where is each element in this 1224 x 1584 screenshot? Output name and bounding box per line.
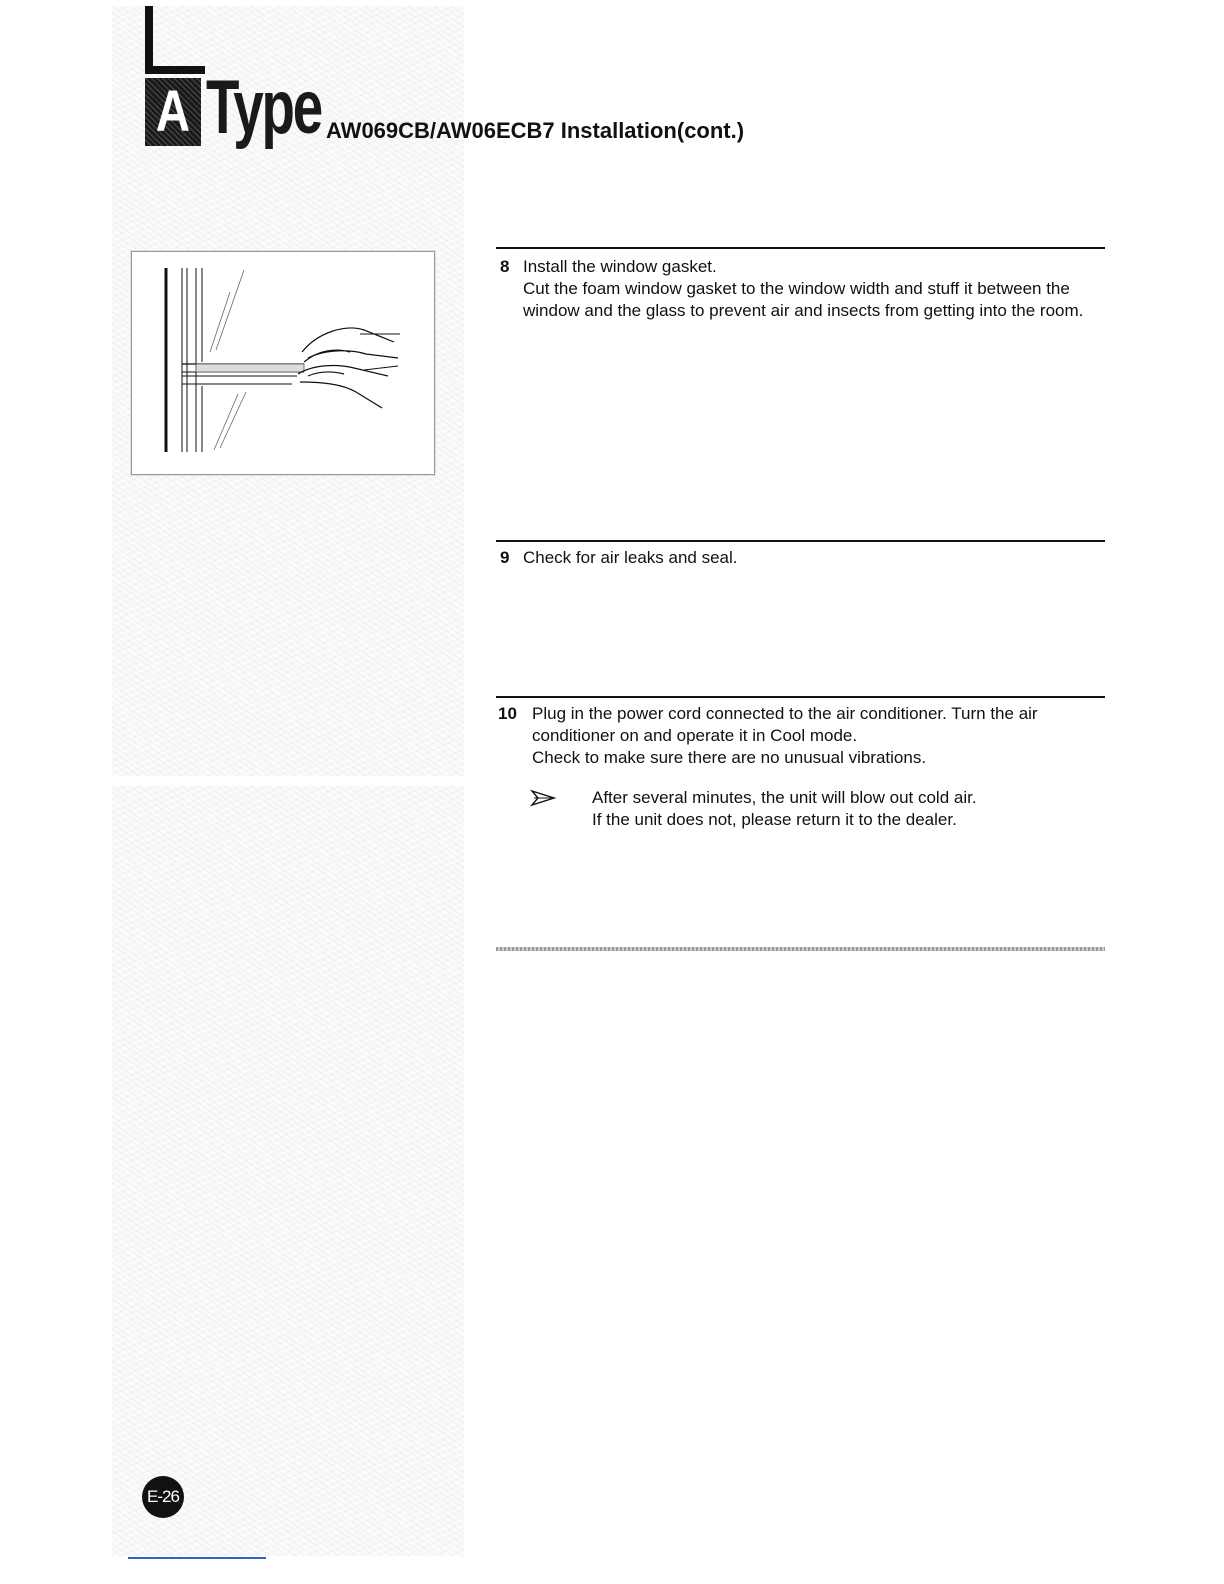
sidebar-texture-bottom (112, 786, 464, 1556)
step-9-text (523, 547, 1113, 569)
arrow-note-icon (530, 787, 556, 809)
step-9-rule (496, 540, 1105, 542)
step-8 (496, 256, 1116, 326)
note-line: If the unit does not, please return it to the dealer. (592, 810, 957, 829)
step-10 (496, 703, 1116, 773)
step-9 (496, 547, 1116, 571)
step-10-text (532, 703, 1112, 769)
step-10-line: Plug in the power cord connected to the air conditioner. Turn the air (532, 704, 1038, 723)
note-text (592, 787, 1112, 831)
step-9-number: 9 (500, 548, 510, 567)
step-8-line: Cut the foam window gasket to the window width and stuff it between the (523, 279, 1070, 298)
step-8-line: window and the glass to prevent air and insects from getting into the room. (523, 301, 1084, 320)
step-10-line: conditioner on and operate it in Cool mode. (532, 726, 858, 745)
page-number: E-26 (147, 1487, 179, 1506)
step-10-rule (496, 696, 1105, 698)
page-title: AW069CB/AW06ECB7 Installation(cont.) (326, 118, 745, 143)
step-8-rule (496, 247, 1105, 249)
step-8-number: 8 (500, 257, 510, 276)
step-8-text (523, 256, 1113, 322)
gasket-drawing (132, 252, 434, 474)
section-end-rule (496, 947, 1105, 951)
page-number-badge (142, 1476, 184, 1518)
step-9-line: Check for air leaks and seal. (523, 548, 738, 567)
step-10-number: 10 (498, 704, 517, 723)
type-letter: A (155, 79, 191, 144)
step-8-line: Install the window gasket. (523, 257, 717, 276)
footer-link-line[interactable] (128, 1557, 266, 1559)
step-10-line: Check to make sure there are no unusual vibrations. (532, 748, 927, 767)
type-letter-box (145, 78, 201, 146)
header-bracket-vertical (145, 6, 153, 72)
window-gasket-illustration (131, 251, 435, 475)
header-bracket-horizontal (145, 66, 205, 74)
note-line: After several minutes, the unit will blow out cold air. (592, 788, 977, 807)
type-word: Type (206, 65, 322, 150)
